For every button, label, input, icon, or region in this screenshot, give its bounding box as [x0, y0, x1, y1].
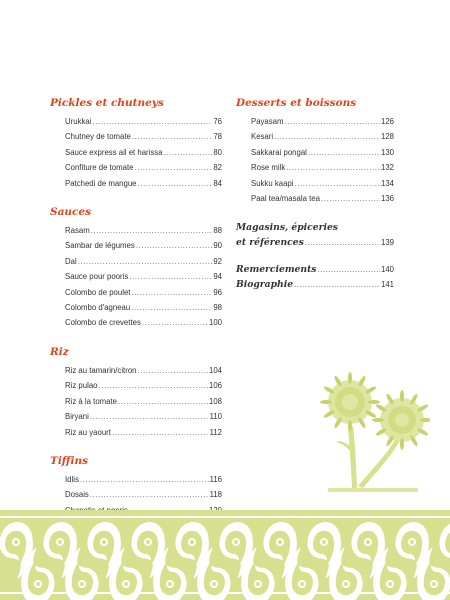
toc-entry[interactable]: Riz à la tomate ..... 108 [65, 394, 222, 409]
toc-entry[interactable]: Colombo de crevettes ..... 100 [65, 315, 222, 330]
toc-section-sauces [50, 205, 222, 331]
paisley-border-icon [0, 510, 450, 600]
toc-left-column [50, 96, 222, 548]
section-title-desserts: Desserts et boissons [236, 97, 357, 109]
toc-entry[interactable]: Patchedi de mangue ..... 84 [65, 176, 222, 191]
toc-entry-remerciements[interactable]: Remerciements ..... 140 [236, 262, 394, 277]
toc-entry-magasins-line1[interactable]: Magasins, épiceries [236, 222, 338, 234]
toc-section-pickles [50, 96, 222, 191]
toc-entry[interactable]: Sukku kaapi ..... 134 [251, 176, 394, 191]
toc-entry[interactable]: Sakkarai pongal ..... 130 [251, 145, 394, 160]
toc-entry[interactable]: Chutney de tomate ..... 78 [65, 129, 222, 144]
toc-appendix [236, 220, 394, 292]
toc-entry[interactable]: Confiture de tomate ..... 82 [65, 160, 222, 175]
toc-entry[interactable]: Sauce express ail et harissa ..... 80 [65, 145, 222, 160]
toc-entry[interactable]: Dosais ..... 118 [65, 487, 222, 502]
toc-entry[interactable]: Rose milk ..... 132 [251, 160, 394, 175]
toc-entry-magasins[interactable]: et références ..... 139 [236, 235, 394, 250]
toc-entry[interactable]: Sambar de légumes ..... 90 [65, 238, 222, 253]
section-title-pickles: Pickles et chutneys [50, 97, 164, 109]
toc-entry[interactable]: Biryani ..... 110 [65, 409, 222, 424]
toc-entry[interactable]: Dal ..... 92 [65, 254, 222, 269]
toc-right-column [236, 96, 394, 292]
toc-entry[interactable]: Kesari ..... 128 [251, 129, 394, 144]
toc-entry[interactable]: Riz pulao ..... 106 [65, 378, 222, 393]
toc-entry[interactable]: Colombo d'agneau ..... 98 [65, 300, 222, 315]
section-title-tiffins: Tiffins [50, 454, 89, 467]
section-title-sauces: Sauces [50, 206, 92, 219]
toc-entry[interactable]: Sauce pour pooris ..... 94 [65, 269, 222, 284]
toc-entry[interactable]: Idlis ..... 116 [65, 472, 222, 487]
section-title-riz: Riz [50, 345, 69, 358]
toc-entry-biographie[interactable]: Biographie ..... 141 [236, 277, 394, 292]
toc-section-riz [50, 345, 222, 440]
toc-entry[interactable]: Riz au tamarin/citron ..... 104 [65, 363, 222, 378]
toc-entry[interactable]: Payasam ..... 126 [251, 114, 394, 129]
toc-section-desserts [236, 96, 394, 206]
toc-entry[interactable]: Urukkai ..... 76 [65, 114, 222, 129]
toc-entry[interactable]: Paal tea/masala tea ..... 136 [251, 191, 394, 206]
flower-trees-icon [318, 368, 430, 492]
toc-entry[interactable]: Colombo de poulet ..... 96 [65, 285, 222, 300]
toc-entry[interactable]: Riz au yaourt ..... 112 [65, 425, 222, 440]
toc-entry[interactable]: Rasam ..... 88 [65, 223, 222, 238]
